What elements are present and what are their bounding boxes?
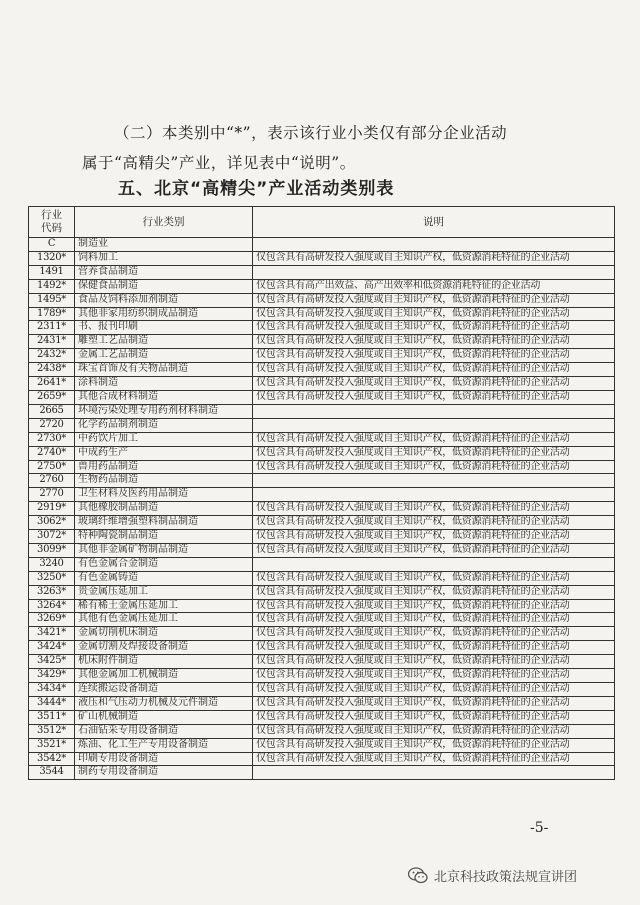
code-cell: 2659*	[29, 390, 75, 404]
category-cell: 雕塑工艺品制造	[75, 335, 253, 349]
table-row	[29, 390, 615, 404]
description-cell: 仅包含具有高研发投入强度或自主知识产权，低资源消耗特征的企业活动	[253, 683, 615, 697]
header-description: 说明	[253, 207, 615, 238]
code-cell: 3250*	[29, 571, 75, 585]
table-row	[29, 516, 615, 530]
page-number: -5-	[530, 820, 549, 836]
table-row	[29, 696, 615, 710]
category-cell: 中成药生产	[75, 446, 253, 460]
description-cell: 仅包含具有高研发投入强度或自主知识产权，低资源消耗特征的企业活动	[253, 669, 615, 683]
table-row	[29, 683, 615, 697]
category-cell: 其他有色金属压延加工	[75, 613, 253, 627]
category-cell: 饲料加工	[75, 251, 253, 265]
table-row	[29, 627, 615, 641]
header-category: 行业类别	[75, 207, 253, 238]
note-line-2: 属于“高精尖”产业，详见表中“说明”。	[82, 154, 356, 172]
code-cell: 1492*	[29, 279, 75, 293]
code-cell: 2311*	[29, 321, 75, 335]
description-cell	[253, 404, 615, 418]
table-row	[29, 641, 615, 655]
table-row	[29, 557, 615, 571]
code-cell: 2438*	[29, 363, 75, 377]
table-row	[29, 738, 615, 752]
table-row	[29, 530, 615, 544]
category-cell: 贵金属压延加工	[75, 585, 253, 599]
category-cell: 有色金属铸造	[75, 571, 253, 585]
table-row	[29, 669, 615, 683]
category-cell: 金属切割及焊接设备制造	[75, 641, 253, 655]
table-row	[29, 474, 615, 488]
category-cell: 矿山机械制造	[75, 710, 253, 724]
description-cell: 仅包含具有高研发投入强度或自主知识产权，低资源消耗特征的企业活动	[253, 710, 615, 724]
table-row	[29, 321, 615, 335]
table-body	[29, 238, 615, 780]
header-code: 行业代码	[29, 207, 75, 238]
category-cell: 玻璃纤维增强塑料制品制造	[75, 516, 253, 530]
category-cell: 其他非金属矿物制品制造	[75, 543, 253, 557]
table-row	[29, 432, 615, 446]
description-cell	[253, 766, 615, 780]
description-cell: 仅包含具有高研发投入强度或自主知识产权，低资源消耗特征的企业活动	[253, 752, 615, 766]
code-cell: 3264*	[29, 599, 75, 613]
code-cell: 3512*	[29, 724, 75, 738]
code-cell: 1320*	[29, 251, 75, 265]
table-header-row	[29, 207, 615, 238]
category-cell: 其他合成材料制造	[75, 390, 253, 404]
code-cell: 1491	[29, 265, 75, 279]
description-cell: 仅包含具有高研发投入强度或自主知识产权，低资源消耗特征的企业活动	[253, 627, 615, 641]
description-cell: 仅包含具有高研发投入强度或自主知识产权，低资源消耗特征的企业活动	[253, 543, 615, 557]
code-cell: 3424*	[29, 641, 75, 655]
description-cell: 仅包含具有高研发投入强度或自主知识产权，低资源消耗特征的企业活动	[253, 460, 615, 474]
category-cell: 其他橡胶制品制造	[75, 502, 253, 516]
table-row	[29, 766, 615, 780]
description-cell: 仅包含具有高研发投入强度或自主知识产权，低资源消耗特征的企业活动	[253, 293, 615, 307]
code-cell: 3444*	[29, 696, 75, 710]
code-cell: 2760	[29, 474, 75, 488]
code-cell: 2770	[29, 488, 75, 502]
code-cell: C	[29, 238, 75, 252]
description-cell: 仅包含具有高研发投入强度或自主知识产权，低资源消耗特征的企业活动	[253, 432, 615, 446]
category-cell: 保健食品制造	[75, 279, 253, 293]
table-row	[29, 238, 615, 252]
code-cell: 2740*	[29, 446, 75, 460]
code-cell: 3062*	[29, 516, 75, 530]
code-cell: 3511*	[29, 710, 75, 724]
category-cell: 制药专用设备制造	[75, 766, 253, 780]
description-cell: 仅包含具有高研发投入强度或自主知识产权，低资源消耗特征的企业活动	[253, 655, 615, 669]
description-cell	[253, 488, 615, 502]
table-row	[29, 655, 615, 669]
code-cell: 3072*	[29, 530, 75, 544]
description-cell	[253, 474, 615, 488]
code-cell: 3425*	[29, 655, 75, 669]
code-cell: 3099*	[29, 543, 75, 557]
note-line-1: （二）本类别中“*”，表示该行业小类仅有部分企业活动	[114, 124, 508, 142]
category-cell: 生物药品制造	[75, 474, 253, 488]
description-cell: 仅包含具有高研发投入强度或自主知识产权，低资源消耗特征的企业活动	[253, 349, 615, 363]
description-cell: 仅包含具有高研发投入强度或自主知识产权，低资源消耗特征的企业活动	[253, 613, 615, 627]
table-row	[29, 502, 615, 516]
footer-label: 北京科技政策法规宣讲团	[434, 870, 578, 885]
category-cell: 炼油、化工生产专用设备制造	[75, 738, 253, 752]
category-cell: 涂料制造	[75, 377, 253, 391]
category-cell: 中药饮片加工	[75, 432, 253, 446]
description-cell: 仅包含具有高研发投入强度或自主知识产权，低资源消耗特征的企业活动	[253, 641, 615, 655]
category-cell: 制造业	[75, 238, 253, 252]
category-cell: 稀有稀土金属压延加工	[75, 599, 253, 613]
description-cell: 仅包含具有高研发投入强度或自主知识产权，低资源消耗特征的企业活动	[253, 696, 615, 710]
table-row	[29, 377, 615, 391]
description-cell	[253, 265, 615, 279]
description-cell	[253, 418, 615, 432]
industry-category-table	[28, 206, 615, 780]
code-cell: 3429*	[29, 669, 75, 683]
category-cell: 其他金属加工机械制造	[75, 669, 253, 683]
table-row	[29, 349, 615, 363]
table-row	[29, 613, 615, 627]
category-cell: 兽用药品制造	[75, 460, 253, 474]
description-cell: 仅包含具有高研发投入强度或自主知识产权，低资源消耗特征的企业活动	[253, 502, 615, 516]
table-row	[29, 752, 615, 766]
table-row	[29, 543, 615, 557]
category-cell: 金属工艺品制造	[75, 349, 253, 363]
code-cell: 1495*	[29, 293, 75, 307]
note-paragraph	[82, 118, 582, 178]
code-cell: 2730*	[29, 432, 75, 446]
description-cell: 仅包含具有高研发投入强度或自主知识产权，低资源消耗特征的企业活动	[253, 321, 615, 335]
description-cell: 仅包含具有高研发投入强度或自主知识产权，低资源消耗特征的企业活动	[253, 599, 615, 613]
category-cell: 书、报刊印刷	[75, 321, 253, 335]
category-cell: 机床附件制造	[75, 655, 253, 669]
section-title: 五、北京“高精尖”产业活动类别表	[118, 179, 395, 199]
code-cell: 3542*	[29, 752, 75, 766]
description-cell: 仅包含具有高研发投入强度或自主知识产权，低资源消耗特征的企业活动	[253, 390, 615, 404]
description-cell: 仅包含具有高研发投入强度或自主知识产权，低资源消耗特征的企业活动	[253, 585, 615, 599]
wechat-icon	[408, 867, 428, 884]
table-row	[29, 307, 615, 321]
table-row	[29, 418, 615, 432]
code-cell: 3263*	[29, 585, 75, 599]
description-cell: 仅包含具有高研发投入强度或自主知识产权，低资源消耗特征的企业活动	[253, 446, 615, 460]
code-cell: 2432*	[29, 349, 75, 363]
category-cell: 珠宝首饰及有关物品制造	[75, 363, 253, 377]
code-cell: 1789*	[29, 307, 75, 321]
description-cell	[253, 238, 615, 252]
category-cell: 食品及饲料添加剂制造	[75, 293, 253, 307]
category-cell: 卫生材料及医药用品制造	[75, 488, 253, 502]
description-cell: 仅包含具有高研发投入强度或自主知识产权，低资源消耗特征的企业活动	[253, 571, 615, 585]
table-row	[29, 446, 615, 460]
code-cell: 3421*	[29, 627, 75, 641]
description-cell: 仅包含具有高研发投入强度或自主知识产权，低资源消耗特征的企业活动	[253, 724, 615, 738]
table-row	[29, 488, 615, 502]
description-cell: 仅包含具有高研发投入强度或自主知识产权，低资源消耗特征的企业活动	[253, 738, 615, 752]
code-cell: 3434*	[29, 683, 75, 697]
category-cell: 营养食品制造	[75, 265, 253, 279]
code-cell: 3521*	[29, 738, 75, 752]
table-row	[29, 293, 615, 307]
category-cell: 化学药品制剂制造	[75, 418, 253, 432]
table-row	[29, 460, 615, 474]
category-cell: 液压和气压动力机械及元件制造	[75, 696, 253, 710]
code-cell: 2641*	[29, 377, 75, 391]
category-cell: 特种陶瓷制品制造	[75, 530, 253, 544]
code-cell: 2431*	[29, 335, 75, 349]
table-row	[29, 265, 615, 279]
description-cell: 仅包含具有高产出效益、高产出效率和低资源消耗特征的企业活动	[253, 279, 615, 293]
category-cell: 金属切削机床制造	[75, 627, 253, 641]
category-cell: 有色金属合金制造	[75, 557, 253, 571]
table-row	[29, 571, 615, 585]
table-row	[29, 404, 615, 418]
code-cell: 3240	[29, 557, 75, 571]
code-cell: 2750*	[29, 460, 75, 474]
table-row	[29, 599, 615, 613]
code-cell: 3269*	[29, 613, 75, 627]
code-cell: 2720	[29, 418, 75, 432]
table-row	[29, 724, 615, 738]
description-cell	[253, 557, 615, 571]
category-cell: 连续搬运设备制造	[75, 683, 253, 697]
description-cell: 仅包含具有高研发投入强度或自主知识产权，低资源消耗特征的企业活动	[253, 335, 615, 349]
description-cell: 仅包含具有高研发投入强度或自主知识产权，低资源消耗特征的企业活动	[253, 377, 615, 391]
code-cell: 3544	[29, 766, 75, 780]
description-cell: 仅包含具有高研发投入强度或自主知识产权，低资源消耗特征的企业活动	[253, 251, 615, 265]
code-cell: 2919*	[29, 502, 75, 516]
table-row	[29, 363, 615, 377]
description-cell: 仅包含具有高研发投入强度或自主知识产权，低资源消耗特征的企业活动	[253, 363, 615, 377]
table-row	[29, 335, 615, 349]
category-cell: 石油钻采专用设备制造	[75, 724, 253, 738]
table-row	[29, 251, 615, 265]
category-cell: 其他非家用纺织制成品制造	[75, 307, 253, 321]
table-row	[29, 585, 615, 599]
code-cell: 2665	[29, 404, 75, 418]
description-cell: 仅包含具有高研发投入强度或自主知识产权，低资源消耗特征的企业活动	[253, 516, 615, 530]
description-cell: 仅包含具有高研发投入强度或自主知识产权，低资源消耗特征的企业活动	[253, 530, 615, 544]
table-row	[29, 279, 615, 293]
footer-watermark	[408, 866, 577, 885]
category-cell: 环境污染处理专用药剂材料制造	[75, 404, 253, 418]
category-cell: 印刷专用设备制造	[75, 752, 253, 766]
description-cell: 仅包含具有高研发投入强度或自主知识产权，低资源消耗特征的企业活动	[253, 307, 615, 321]
table-row	[29, 710, 615, 724]
